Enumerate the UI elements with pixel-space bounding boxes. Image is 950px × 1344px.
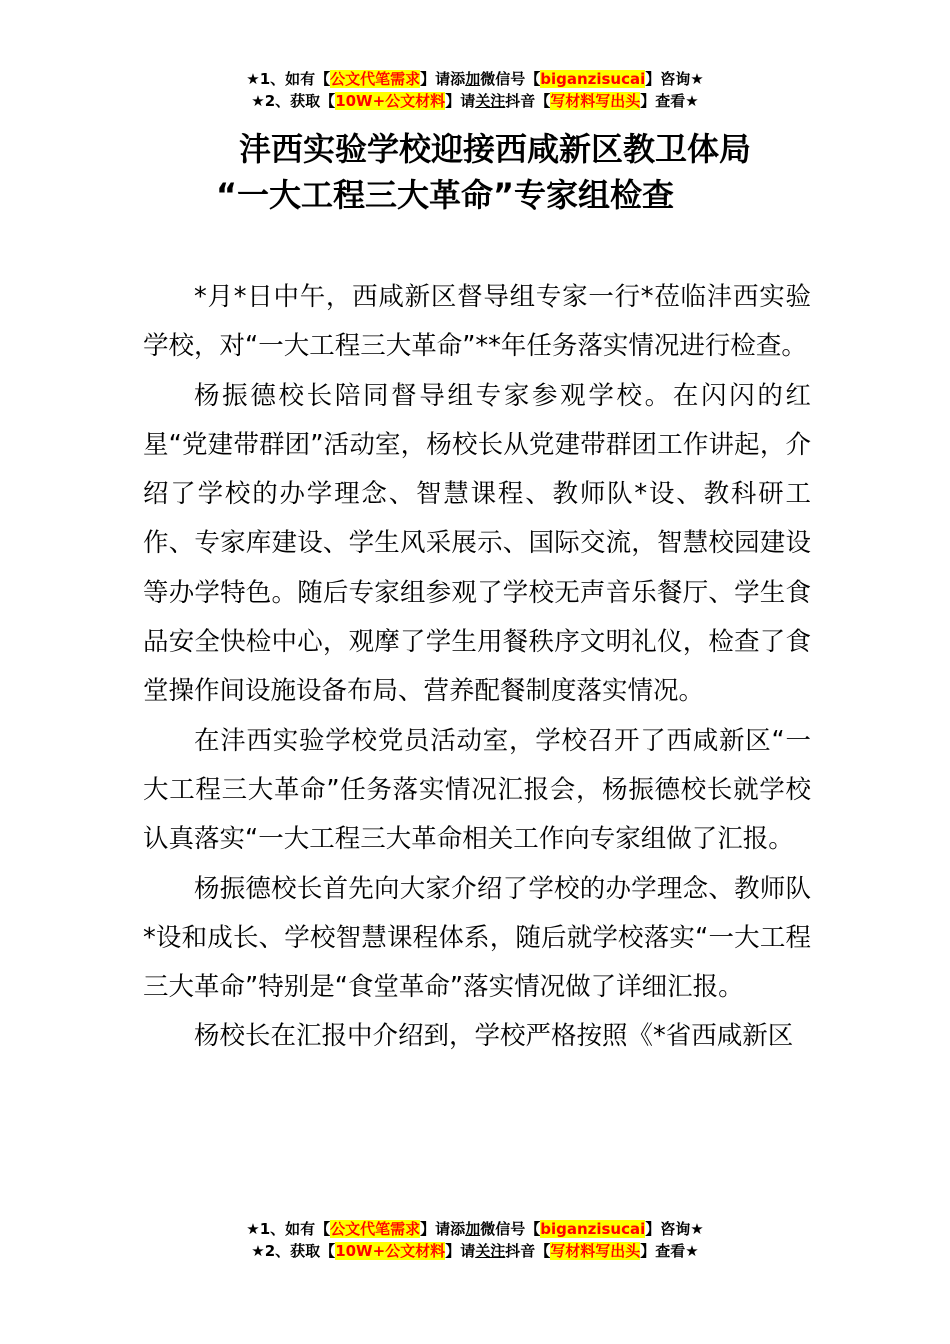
promo-underline: 加 <box>465 1220 481 1238</box>
promo-line-2 <box>0 1240 950 1262</box>
paragraph: *月*日中午，西咸新区督导组专家一行*莅临沣西实验学校，对“一大工程三大革命”**年任务落实情况进行检查。 <box>143 282 811 362</box>
promo-text: 】请添 <box>420 70 466 88</box>
promo-line-1 <box>0 68 950 90</box>
promo-line-1 <box>0 1218 950 1240</box>
promo-text: ★2、获取【 <box>251 1242 336 1260</box>
promo-text: 】咨询★ <box>645 1220 704 1238</box>
promo-text: 微信号【 <box>480 70 541 88</box>
promo-underline: 加 <box>465 70 481 88</box>
promo-text: ★2、获取【 <box>251 92 336 110</box>
footer-promo <box>0 1218 950 1262</box>
promo-douyin-id: 写材料写出头 <box>550 92 641 110</box>
title-line-2: “一大工程三大革命”专家组检查 <box>215 176 675 214</box>
paragraph: 在沣西实验学校党员活动室，学校召开了西咸新区“一大工程三大革命”任务落实情况汇报会，杨振德校长就学校认真落实“一大工程三大革命相关工作向专家组做了汇报。 <box>143 725 811 855</box>
paragraph: 杨振德校长陪同督导组专家参观学校。在闪闪的红星“党建带群团”活动室，杨校长从党建带群团工作讲起，介绍了学校的办学理念、智慧课程、教师队*设、教科研工作、专家库建设、学生风采展示、国际交流，智慧校园建设等办学特色。随后专家组参观了学校无声音乐餐厅、学生食品安全快检中心，观摩了学生用餐秩序文明礼仪，检查了食堂操作间设施设备布局、营养配餐制度落实情况。 <box>143 380 811 707</box>
promo-wechat-id: biganzisucai <box>540 1220 646 1238</box>
promo-text: 】请添 <box>420 1220 466 1238</box>
promo-underline: 关注 <box>475 1242 506 1260</box>
promo-text: ★1、如有【 <box>246 70 331 88</box>
promo-text: 】请 <box>445 92 476 110</box>
header-promo <box>0 68 950 112</box>
promo-text: 微信号【 <box>480 1220 541 1238</box>
promo-line-2 <box>0 90 950 112</box>
promo-highlight: 公文代笔需求 <box>330 1220 421 1238</box>
document-title <box>0 126 950 218</box>
promo-highlight: 10W+公文材料 <box>335 1242 446 1260</box>
promo-text: 】查看★ <box>640 92 699 110</box>
promo-text: 抖音【 <box>505 1242 551 1260</box>
paragraph: 杨校长在汇报中介绍到，学校严格按照《*省西咸新区 <box>194 1021 794 1052</box>
paragraph: 杨振德校长首先向大家介绍了学校的办学理念、教师队*设和成长、学校智慧课程体系，随后就学校落实“一大工程三大革命”特别是“食堂革命”落实情况做了详细汇报。 <box>143 873 811 1003</box>
promo-underline: 关注 <box>475 92 506 110</box>
promo-text: 】请 <box>445 1242 476 1260</box>
promo-highlight: 10W+公文材料 <box>335 92 446 110</box>
promo-text: 】咨询★ <box>645 70 704 88</box>
promo-text: ★1、如有【 <box>246 1220 331 1238</box>
promo-wechat-id: biganzisucai <box>540 70 646 88</box>
promo-douyin-id: 写材料写出头 <box>550 1242 641 1260</box>
title-line-1: 沣西实验学校迎接西咸新区教卫体局 <box>238 130 751 168</box>
document-body <box>143 273 811 1062</box>
promo-text: 抖音【 <box>505 92 551 110</box>
promo-highlight: 公文代笔需求 <box>330 70 421 88</box>
promo-text: 】查看★ <box>640 1242 699 1260</box>
